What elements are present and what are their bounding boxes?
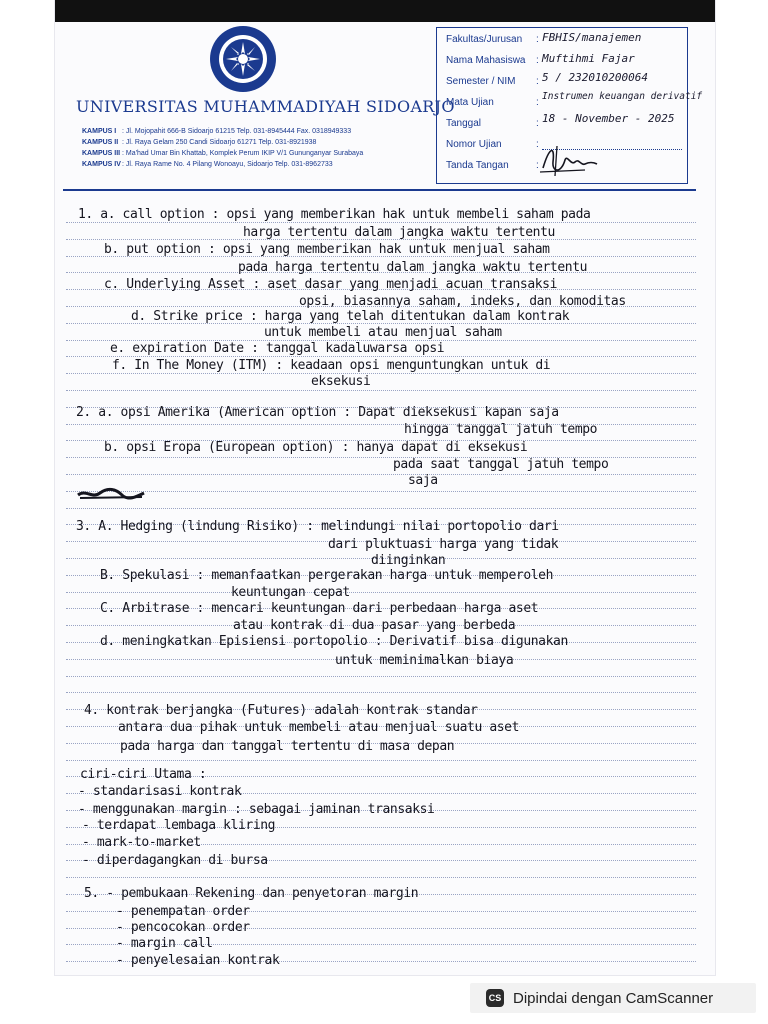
ruled-line	[66, 424, 696, 425]
answer-line: 3. A. Hedging (lindung Risiko) : melindungi nilai portopolio dari	[76, 519, 559, 534]
scan-top-edge	[55, 0, 715, 22]
answer-line: - diperdagangkan di bursa	[82, 853, 268, 868]
answer-line: - mark-to-market	[82, 835, 201, 850]
info-row-exam-number: Nomor Ujian :	[446, 139, 502, 150]
ruled-line	[66, 592, 696, 593]
ruled-line	[66, 508, 696, 509]
answer-line: c. Underlying Asset : aset dasar yang menjadi acuan transaksi	[104, 277, 558, 292]
info-row-faculty: Fakultas/Jurusan : FBHIS/manajemen	[446, 31, 642, 45]
info-row-nim: Semester / NIM : 5 / 232010200064	[446, 71, 648, 87]
answer-line: - margin call	[116, 936, 213, 951]
ruled-line	[66, 692, 696, 693]
info-row-subject: Mata Ujian : Instrumen keuangan derivatif	[446, 91, 703, 108]
answer-line: pada harga tertentu dalam jangka waktu tertentu	[238, 260, 588, 275]
answer-line: d. meningkatkan Episiensi portopolio : Derivatif bisa digunakan	[100, 634, 568, 649]
nim-value: 5 / 232010200064	[542, 71, 648, 84]
answer-line: pada saat tanggal jatuh tempo	[393, 457, 609, 472]
student-name-value: Muftihmi Fajar	[542, 52, 635, 65]
signature-icon	[535, 140, 605, 180]
answer-line: - pencocokan order	[116, 920, 250, 935]
camscanner-badge	[470, 983, 756, 1013]
ruled-line	[66, 491, 696, 492]
answer-line: hingga tanggal jatuh tempo	[404, 422, 598, 437]
ruled-line	[66, 222, 696, 223]
crossed-out-scribble-icon	[76, 487, 146, 501]
answer-line: pada harga dan tanggal tertentu di masa depan	[120, 739, 455, 754]
answer-line: saja	[408, 473, 438, 488]
campus-line: KAMPUS IV: Jl. Raya Rame No. 4 Pilang Wonoayu, Sidoarjo Telp. 031-8962733	[82, 161, 333, 168]
info-row-signature: Tanda Tangan :	[446, 160, 539, 171]
answer-line: - standarisasi kontrak	[78, 784, 242, 799]
answer-line: 4. kontrak berjangka (Futures) adalah kontrak standar	[84, 703, 478, 718]
answer-line: harga tertentu dalam jangka waktu tertentu	[243, 225, 555, 240]
camscanner-label: Dipindai dengan CamScanner	[513, 989, 714, 1007]
ruled-line	[66, 474, 696, 475]
answer-line: C. Arbitrase : mencari keuntungan dari perbedaan harga aset	[100, 601, 539, 616]
answer-line: f. In The Money (ITM) : keadaan opsi menguntungkan untuk di	[112, 358, 551, 373]
header-divider	[63, 189, 696, 191]
info-row-date: Tanggal : 18 - November - 2025	[446, 112, 675, 129]
answer-line: dari pluktuasi harga yang tidak	[328, 537, 559, 552]
university-logo-icon	[208, 24, 278, 94]
answer-line: 2. a. opsi Amerika (American option : Dapat dieksekusi kapan saja	[76, 405, 559, 420]
answer-line: 5. - pembukaan Rekening dan penyetoran margin	[84, 886, 419, 901]
camscanner-logo-icon: CS	[486, 989, 504, 1007]
answer-line: - terdapat lembaga kliring	[82, 818, 276, 833]
answer-line: b. opsi Eropa (European option) : hanya dapat di eksekusi	[104, 440, 528, 455]
ruled-line	[66, 390, 696, 391]
date-value: 18 - November - 2025	[542, 112, 675, 125]
answer-line: d. Strike price : harga yang telah ditentukan dalam kontrak	[131, 309, 570, 324]
university-name: UNIVERSITAS MUHAMMADIYAH SIDOARJO	[76, 97, 455, 116]
answer-line: B. Spekulasi : memanfaatkan pergerakan harga untuk memperoleh	[100, 568, 554, 583]
faculty-value: FBHIS/manajemen	[542, 31, 642, 44]
answer-line: ciri-ciri Utama :	[80, 767, 207, 782]
info-row-name: Nama Mahasiswa : Muftihmi Fajar	[446, 52, 635, 66]
subject-value: Instrumen keuangan derivatif	[542, 91, 703, 102]
campus-line: KAMPUS I : Jl. Mojopahit 666-B Sidoarjo 61215 Telp. 031-8945444 Fax. 0318949333	[82, 128, 352, 135]
ruled-line	[66, 356, 696, 357]
answer-line: e. expiration Date : tanggal kadaluwarsa opsi	[110, 341, 445, 356]
answer-line: antara dua pihak untuk membeli atau menjual suatu aset	[118, 720, 520, 735]
ruled-line	[66, 676, 696, 677]
answer-line: eksekusi	[311, 374, 371, 389]
campus-line: KAMPUS III : Ma'had Umar Bin Khattab, Komplek Perum IKIP V/1 Gununganyar Surabaya	[82, 150, 364, 157]
ruled-line	[66, 760, 696, 761]
ruled-line	[66, 373, 696, 374]
answer-line: diinginkan	[371, 553, 446, 568]
answer-line: - menggunakan margin : sebagai jaminan transaksi	[78, 802, 435, 817]
answer-line: keuntungan cepat	[231, 585, 350, 600]
answer-line: 1. a. call option : opsi yang memberikan hak untuk membeli saham pada	[78, 207, 591, 222]
answer-line: untuk meminimalkan biaya	[335, 653, 514, 668]
answer-line: - penyelesaian kontrak	[116, 953, 280, 968]
ruled-line	[66, 877, 696, 878]
page-margin-left	[0, 0, 55, 1024]
campus-line: KAMPUS II : Jl. Raya Gelam 250 Candi Sidoarjo 61271 Telp. 031-8921938	[82, 139, 317, 146]
answer-line: atau kontrak di dua pasar yang berbeda	[233, 618, 516, 633]
answer-line: - penempatan order	[116, 904, 250, 919]
answer-line: b. put option : opsi yang memberikan hak untuk menjual saham	[104, 242, 550, 257]
answer-line: opsi, biasannya saham, indeks, dan komoditas	[299, 294, 626, 309]
answer-line: untuk membeli atau menjual saham	[264, 325, 502, 340]
